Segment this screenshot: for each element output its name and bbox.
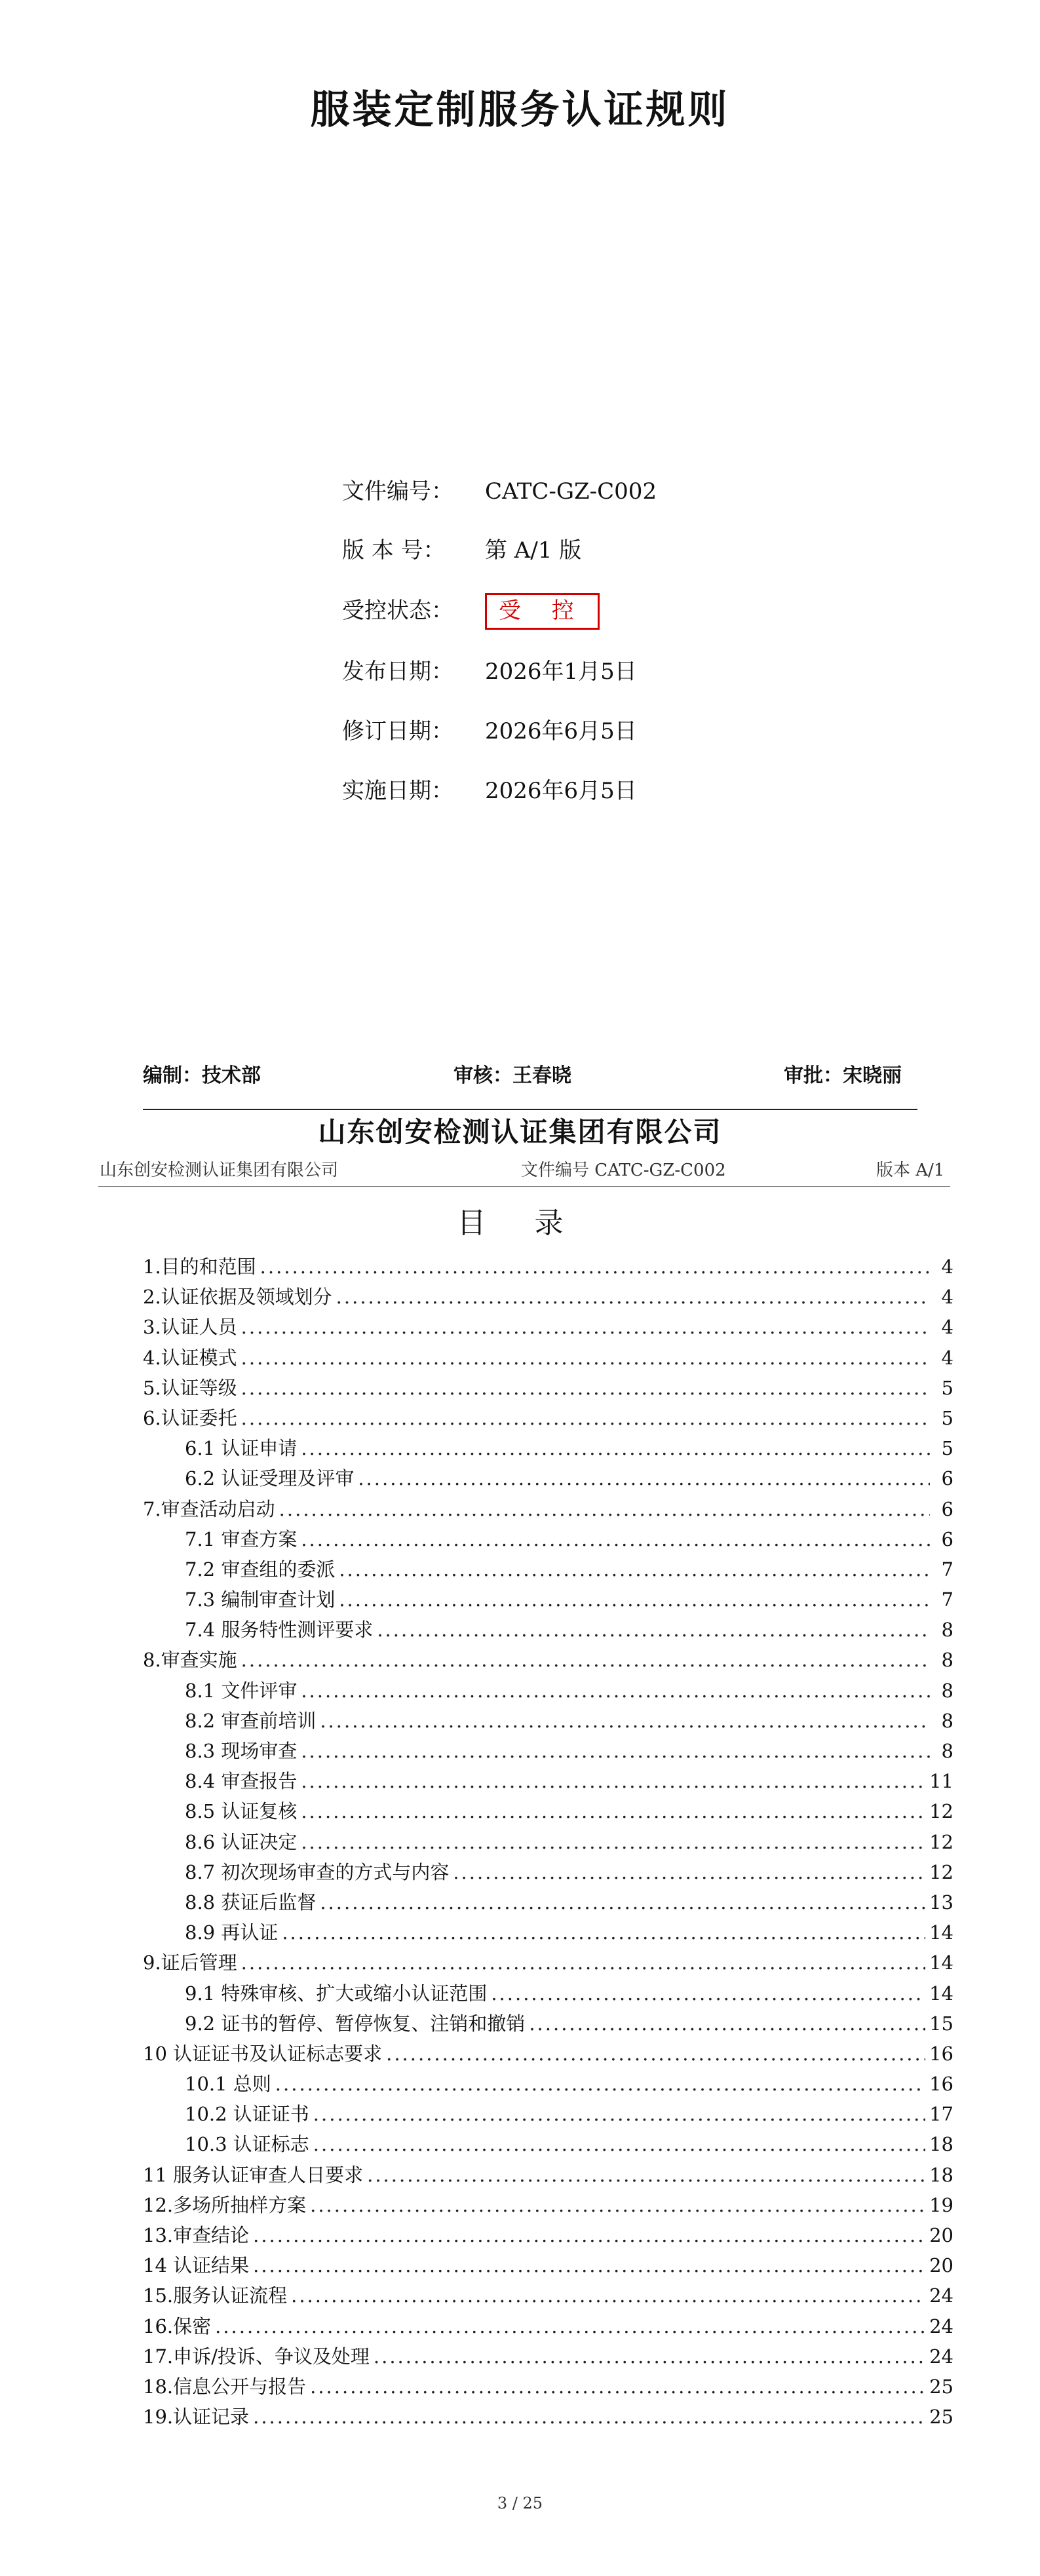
toc-leader-dots [301, 1433, 930, 1463]
toc-leader-dots [313, 2129, 925, 2159]
toc-entry-page: 8 [941, 1679, 953, 1702]
toc-leader-dots [241, 1403, 930, 1433]
toc-entry-text: 10 认证证书及认证标志要求 [143, 2042, 383, 2065]
toc-entry[interactable] [143, 1343, 953, 1373]
toc-entry-page: 8 [941, 1709, 953, 1732]
toc-leader-dots [377, 1615, 930, 1645]
toc-entry-text: 7.4 服务特性测评要求 [185, 1619, 374, 1642]
info-value: 2026年6月5日 [485, 778, 637, 804]
info-label: 受控状态： [342, 598, 453, 624]
toc-leader-dots [301, 1736, 930, 1766]
toc-entry[interactable] [143, 2160, 953, 2190]
toc-leader-dots [301, 1524, 930, 1554]
toc-leader-dots [339, 1585, 930, 1615]
toc-entry-page: 20 [929, 2254, 953, 2277]
toc-leader-dots [275, 2069, 925, 2099]
toc-leader-dots [241, 1373, 930, 1403]
toc-entry[interactable] [143, 1676, 953, 1706]
toc-entry-page: 5 [941, 1437, 953, 1460]
signature-divider [143, 1109, 917, 1110]
toc-entry-page: 8 [941, 1740, 953, 1762]
toc-entry-text: 10.1 总则 [185, 2073, 271, 2096]
toc-entry-page: 7 [941, 1558, 953, 1581]
toc-entry[interactable] [143, 2009, 953, 2039]
toc-entry-text: 15.服务认证流程 [143, 2284, 288, 2307]
info-value: 第 A/1 版 [485, 537, 582, 564]
toc-entry[interactable] [143, 1615, 953, 1645]
toc-entry-page: 8 [941, 1649, 953, 1672]
toc-entry-page: 20 [929, 2224, 953, 2246]
toc-entry-text: 16.保密 [143, 2315, 212, 2337]
info-row-control-status [342, 591, 600, 630]
toc-entry[interactable] [143, 1524, 953, 1554]
toc-entry-text: 7.审查活动启动 [143, 1497, 275, 1520]
toc-entry[interactable] [143, 1887, 953, 1917]
toc-leader-dots [358, 1463, 930, 1493]
toc-leader-dots [310, 2190, 925, 2220]
toc-entry[interactable] [143, 1252, 953, 1282]
toc-entry-text: 6.1 认证申请 [185, 1437, 298, 1460]
toc-entry-text: 6.2 认证受理及评审 [185, 1467, 355, 1490]
toc-entry-text: 8.7 初次现场审查的方式与内容 [185, 1860, 450, 1883]
toc-leader-dots [310, 2372, 925, 2402]
toc-entry[interactable] [143, 1373, 953, 1403]
toc-entry[interactable] [143, 1736, 953, 1766]
table-of-contents [143, 1252, 953, 2432]
toc-entry-text: 8.6 认证决定 [185, 1830, 298, 1853]
toc-leader-dots [336, 1282, 930, 1312]
toc-leader-dots [453, 1857, 925, 1887]
toc-entry-page: 4 [941, 1346, 953, 1369]
toc-leader-dots [386, 2039, 925, 2069]
toc-entry-text: 8.1 文件评审 [185, 1679, 298, 1702]
toc-entry-text: 12.多场所抽样方案 [143, 2193, 307, 2216]
toc-entry-page: 4 [941, 1286, 953, 1309]
toc-entry-page: 4 [941, 1316, 953, 1339]
toc-leader-dots [320, 1887, 925, 1917]
header-divider [98, 1186, 950, 1187]
toc-entry[interactable] [143, 1645, 953, 1675]
toc-entry[interactable] [143, 1948, 953, 1978]
toc-entry-text: 19.认证记录 [143, 2406, 250, 2429]
toc-leader-dots [320, 1706, 930, 1736]
toc-entry-page: 8 [941, 1619, 953, 1642]
toc-entry[interactable] [143, 1796, 953, 1826]
toc-entry-page: 11 [929, 1770, 953, 1793]
toc-entry-text: 9.证后管理 [143, 1951, 237, 1974]
toc-leader-dots [529, 2009, 925, 2039]
toc-entry-text: 4.认证模式 [143, 1346, 237, 1369]
toc-entry-text: 9.1 特殊审核、扩大或缩小认证范围 [185, 1982, 488, 2005]
toc-entry-page: 5 [941, 1376, 953, 1399]
toc-entry-text: 7.3 编制审查计划 [185, 1588, 336, 1611]
toc-entry[interactable] [143, 1433, 953, 1463]
toc-entry-text: 8.9 再认证 [185, 1921, 279, 1944]
toc-leader-dots [260, 1252, 930, 1282]
info-row-revision-date [342, 712, 637, 751]
toc-entry-text: 14 认证结果 [143, 2254, 250, 2277]
info-label: 实施日期： [342, 778, 453, 804]
toc-entry[interactable] [143, 1917, 953, 1948]
toc-entry[interactable] [143, 1766, 953, 1796]
toc-entry-text: 10.3 认证标志 [185, 2133, 309, 2156]
toc-entry[interactable] [143, 1585, 953, 1615]
toc-entry-page: 12 [929, 1800, 953, 1823]
toc-entry-text: 6.认证委托 [143, 1406, 237, 1429]
signature-reviewed: 审核：王春晓 [453, 1064, 571, 1087]
toc-entry-text: 8.8 获证后监督 [185, 1891, 317, 1913]
toc-entry[interactable] [143, 2190, 953, 2220]
toc-leader-dots [253, 2220, 925, 2250]
toc-entry-text: 8.5 认证复核 [185, 1800, 298, 1823]
toc-entry-text: 3.认证人员 [143, 1316, 237, 1339]
toc-entry[interactable] [143, 1312, 953, 1342]
toc-entry-text: 7.1 审查方案 [185, 1528, 298, 1550]
toc-entry-page: 12 [929, 1860, 953, 1883]
toc-entry-text: 10.2 认证证书 [185, 2103, 309, 2126]
toc-leader-dots [241, 1312, 930, 1342]
signature-prepared: 编制：技术部 [143, 1064, 261, 1087]
toc-entry-text: 7.2 审查组的委派 [185, 1558, 336, 1581]
toc-entry-page: 17 [929, 2103, 953, 2126]
toc-entry[interactable] [143, 2280, 953, 2311]
toc-leader-dots [301, 1766, 925, 1796]
info-label: 版 本 号： [342, 537, 446, 564]
toc-leader-dots [374, 2341, 925, 2372]
toc-entry-page: 13 [929, 1891, 953, 1913]
toc-leader-dots [313, 2099, 925, 2129]
toc-leader-dots [301, 1796, 925, 1826]
company-name: 山东创安检测认证集团有限公司 [318, 1116, 722, 1148]
toc-entry-text: 18.信息公开与报告 [143, 2375, 307, 2398]
toc-entry-page: 16 [929, 2073, 953, 2096]
toc-entry-page: 6 [941, 1497, 953, 1520]
signature-approved: 审批：宋晓丽 [784, 1064, 902, 1087]
toc-entry-text: 11 服务认证审查人日要求 [143, 2163, 364, 2186]
toc-entry[interactable] [143, 2341, 953, 2372]
toc-entry-page: 6 [941, 1528, 953, 1550]
toc-entry[interactable] [143, 1282, 953, 1312]
toc-entry-text: 2.认证依据及领域划分 [143, 1286, 332, 1309]
toc-entry-page: 14 [929, 1921, 953, 1944]
header-company: 山东创安检测认证集团有限公司 [100, 1161, 339, 1180]
toc-entry-page: 24 [929, 2345, 953, 2368]
controlled-stamp: 受 控 [485, 593, 600, 630]
toc-leader-dots [301, 1827, 925, 1857]
toc-entry[interactable] [143, 1463, 953, 1493]
toc-entry[interactable] [143, 2250, 953, 2280]
toc-title: 目 录 [457, 1206, 583, 1240]
toc-entry-page: 4 [941, 1256, 953, 1278]
toc-entry-page: 7 [941, 1588, 953, 1611]
toc-entry-page: 24 [929, 2284, 953, 2307]
toc-leader-dots [279, 1494, 930, 1524]
toc-entry-text: 17.申诉/投诉、争议及处理 [143, 2345, 370, 2368]
toc-leader-dots [367, 2160, 925, 2190]
toc-entry[interactable] [143, 1494, 953, 1524]
toc-entry[interactable] [143, 1827, 953, 1857]
toc-entry[interactable] [143, 2311, 953, 2341]
toc-leader-dots [241, 1343, 930, 1373]
toc-entry-page: 19 [929, 2193, 953, 2216]
toc-entry-text: 13.审查结论 [143, 2224, 250, 2246]
info-label: 修订日期： [342, 718, 453, 744]
toc-entry[interactable] [143, 2099, 953, 2129]
toc-entry-text: 8.2 审查前培训 [185, 1709, 317, 1732]
toc-entry[interactable] [143, 1857, 953, 1887]
toc-entry-page: 24 [929, 2315, 953, 2337]
toc-entry[interactable] [143, 2402, 953, 2432]
toc-leader-dots [215, 2311, 925, 2341]
toc-entry-page: 16 [929, 2042, 953, 2065]
toc-entry[interactable] [143, 2039, 953, 2069]
header-file-number: 文件编号 CATC-GZ-C002 [521, 1161, 726, 1180]
toc-leader-dots [241, 1948, 925, 1978]
toc-leader-dots [241, 1645, 930, 1675]
toc-entry-page: 15 [929, 2012, 953, 2035]
toc-leader-dots [291, 2280, 925, 2311]
toc-entry-page: 12 [929, 1830, 953, 1853]
info-value: CATC-GZ-C002 [485, 478, 657, 505]
toc-entry-text: 5.认证等级 [143, 1376, 237, 1399]
toc-leader-dots [491, 1978, 925, 2009]
info-label: 发布日期： [342, 659, 453, 685]
toc-entry[interactable] [143, 2069, 953, 2099]
toc-entry-text: 8.审查实施 [143, 1649, 237, 1672]
toc-entry[interactable] [143, 1403, 953, 1433]
toc-entry-page: 14 [929, 1982, 953, 2005]
toc-entry[interactable] [143, 2220, 953, 2250]
toc-entry-page: 14 [929, 1951, 953, 1974]
toc-leader-dots [253, 2402, 925, 2432]
toc-leader-dots [301, 1676, 930, 1706]
toc-leader-dots [339, 1554, 930, 1585]
toc-entry-text: 8.4 审查报告 [185, 1770, 298, 1793]
toc-entry-page: 25 [929, 2406, 953, 2429]
document-title: 服装定制服务认证规则 [310, 87, 730, 133]
info-row-effective-date [342, 771, 637, 811]
toc-entry[interactable] [143, 2129, 953, 2159]
info-row-release-date [342, 652, 637, 691]
toc-leader-dots [282, 1917, 925, 1948]
info-value: 2026年1月5日 [485, 659, 637, 685]
header-version: 版本 A/1 [876, 1161, 945, 1180]
toc-entry[interactable] [143, 1978, 953, 2009]
toc-entry-page: 5 [941, 1406, 953, 1429]
toc-entry-page: 25 [929, 2375, 953, 2398]
toc-entry-page: 18 [929, 2163, 953, 2186]
info-row-file-number [342, 472, 657, 511]
toc-entry-text: 8.3 现场审查 [185, 1740, 298, 1762]
toc-entry[interactable] [143, 1554, 953, 1585]
info-row-version [342, 531, 581, 570]
info-value: 2026年6月5日 [485, 718, 637, 744]
toc-entry-page: 6 [941, 1467, 953, 1490]
toc-entry-text: 1.目的和范围 [143, 1256, 256, 1278]
toc-entry[interactable] [143, 1706, 953, 1736]
info-label: 文件编号： [342, 478, 453, 505]
toc-entry[interactable] [143, 2372, 953, 2402]
toc-entry-text: 9.2 证书的暂停、暂停恢复、注销和撤销 [185, 2012, 526, 2035]
toc-leader-dots [253, 2250, 925, 2280]
page-number: 3 / 25 [497, 2494, 543, 2512]
toc-entry-page: 18 [929, 2133, 953, 2156]
